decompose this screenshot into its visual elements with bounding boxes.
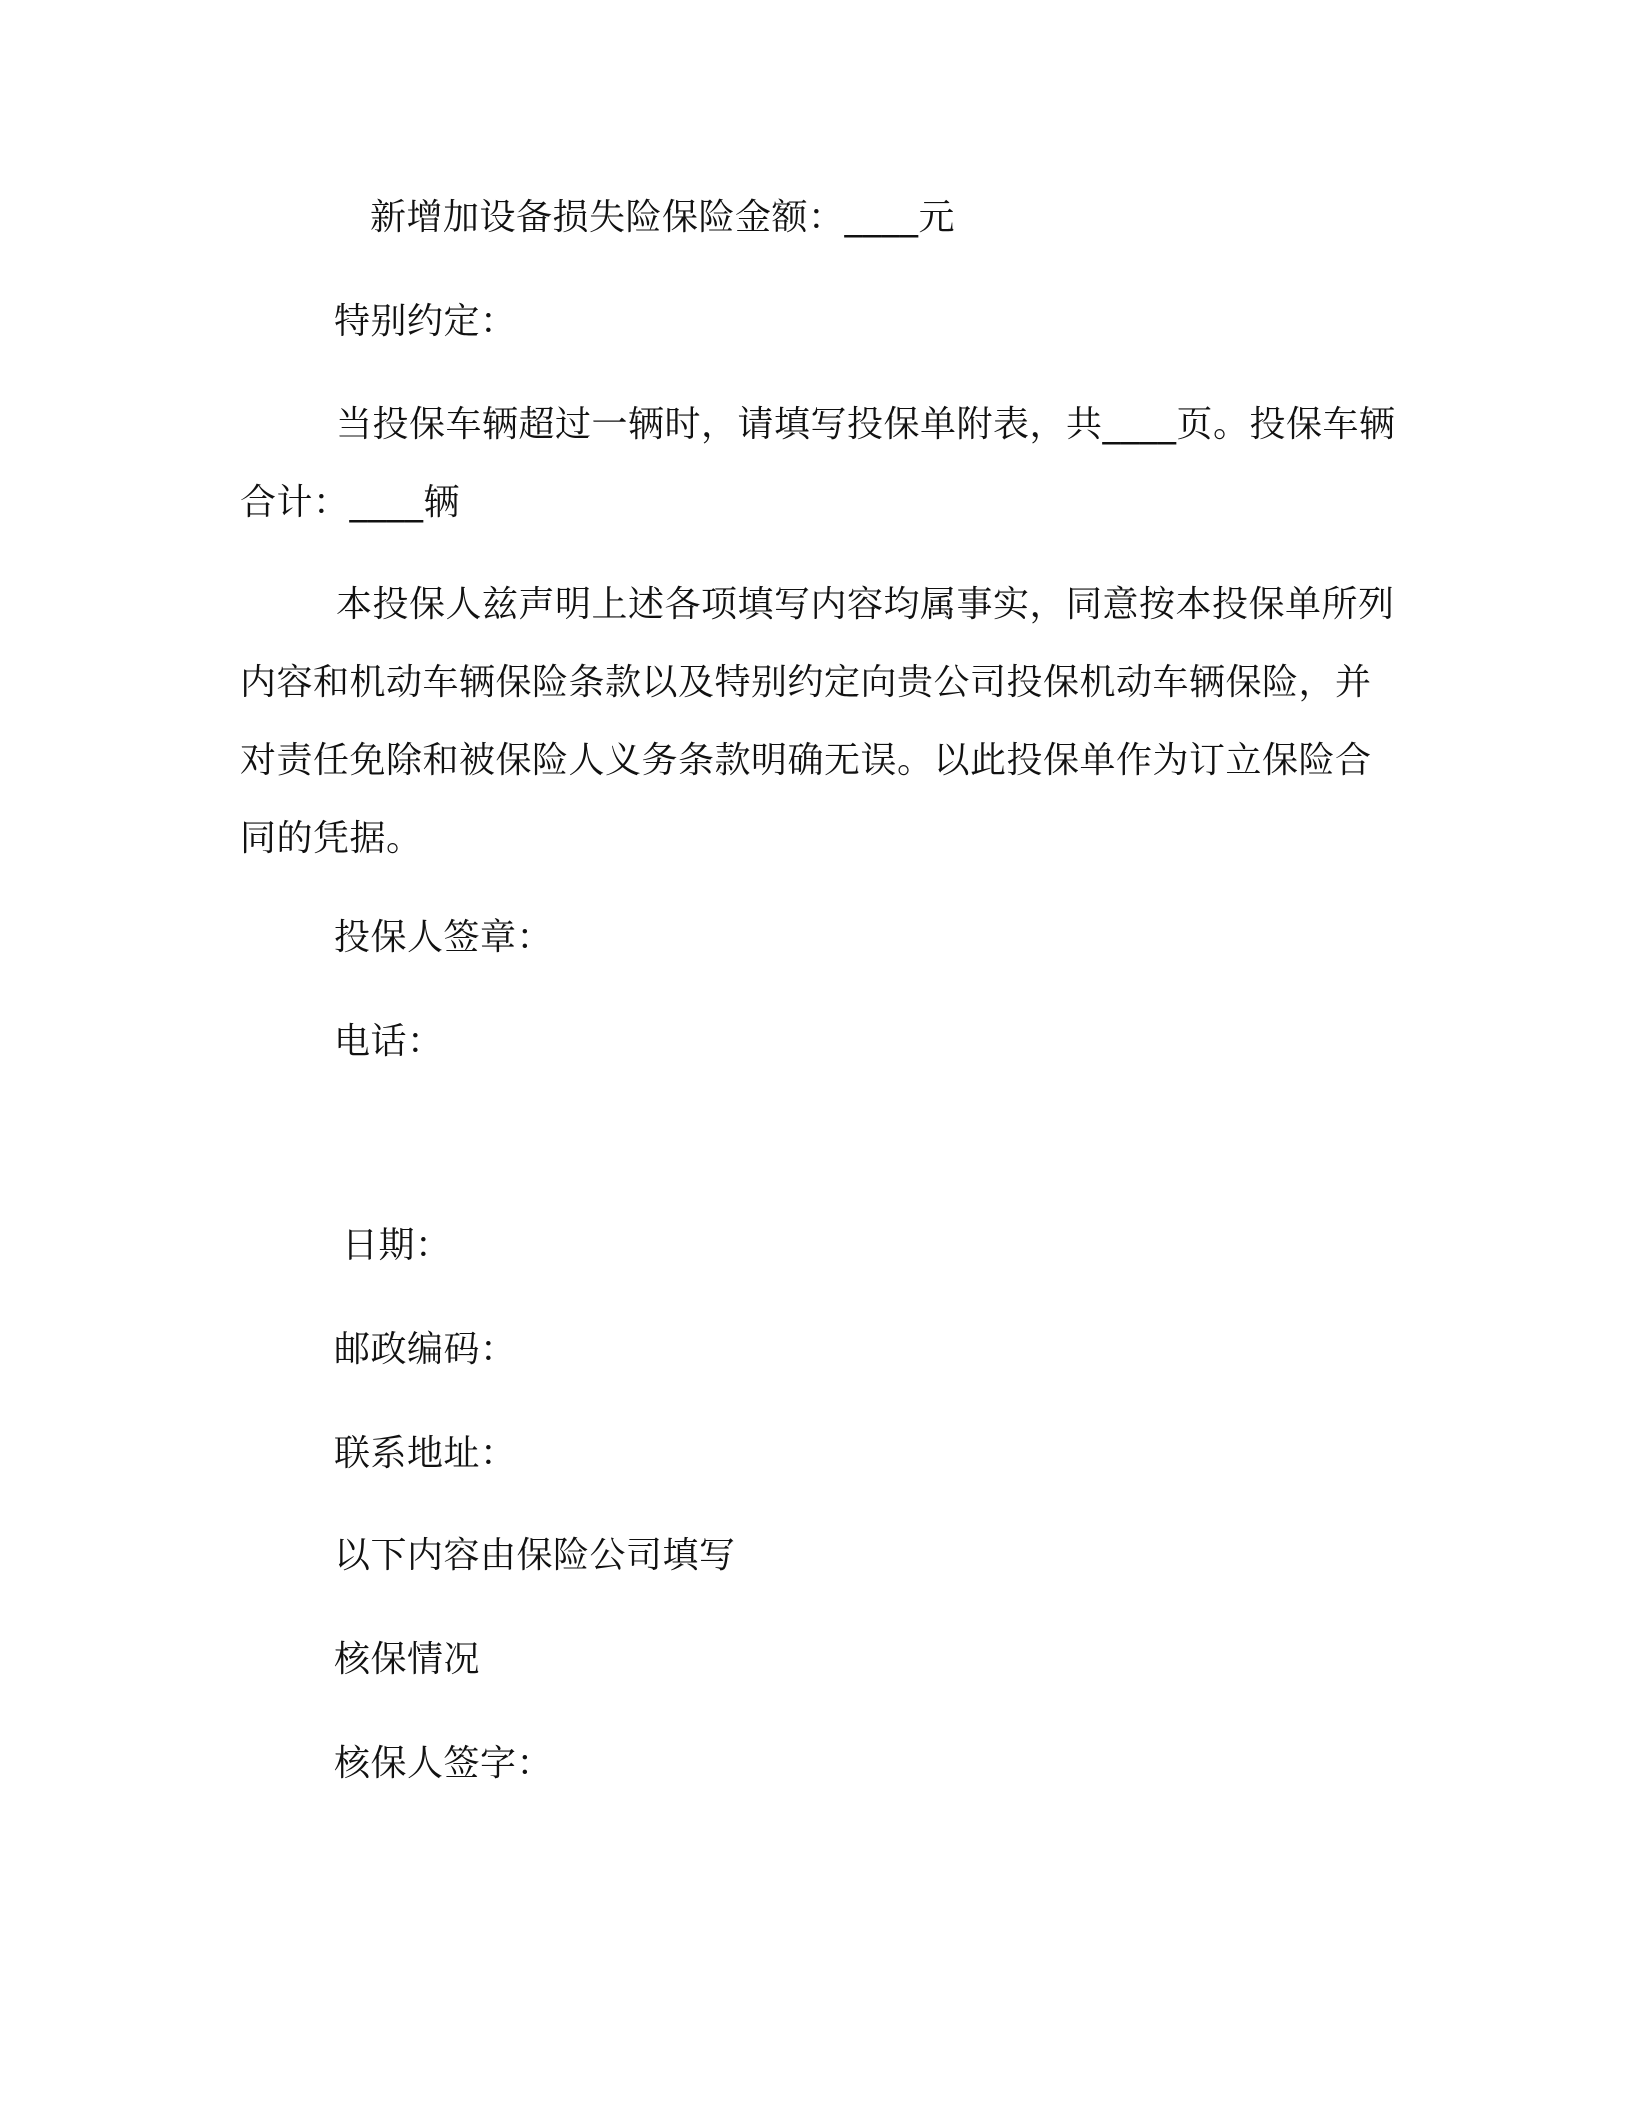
postal-code-label: 邮政编码：	[334, 1329, 517, 1370]
underwriter-signature-label: 核保人签字：	[334, 1743, 554, 1784]
special-agreement-label: 特别约定：	[334, 301, 517, 342]
declaration-paragraph: 本投保人兹声明上述各项填写内容均属事实，同意按本投保单所列内容和机动车辆保险条款以及特别约定向贵公司投保机动车辆保险，并对责任免除和被保险人义务条款明确无误。以此投保单作为订立保险合同的凭据。	[240, 584, 1395, 859]
underwriting-status-label: 核保情况	[334, 1639, 481, 1680]
insurer-section-heading: 以下内容由保险公司填写	[334, 1535, 736, 1576]
phone-label: 电话：	[334, 1021, 444, 1062]
contact-address-label: 联系地址：	[334, 1433, 517, 1474]
policyholder-signature-label: 投保人签章：	[334, 917, 554, 958]
equipment-loss-insurance-amount: 新增加设备损失险保险金额：____元	[370, 197, 956, 238]
vehicle-attachment-paragraph: 当投保车辆超过一辆时，请填写投保单附表，共____页。投保车辆合计：____辆	[240, 404, 1396, 523]
date-label: 日期：	[342, 1225, 452, 1266]
